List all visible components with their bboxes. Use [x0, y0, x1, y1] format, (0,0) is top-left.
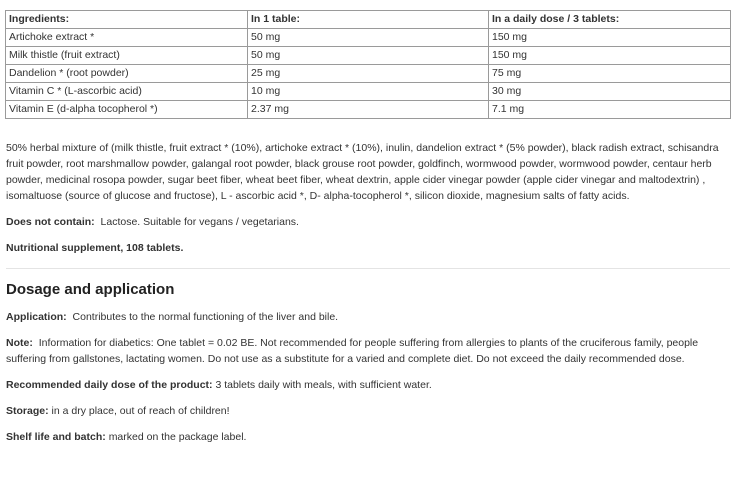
composition-text: 50% herbal mixture of (milk thistle, fruit extract * (10%), artichoke extract * (10%), inulin, dandelion extract * (5% powder), black radish extract, schisandra fruit powder, root marshmallow powder, galangal root powder, black grouse root powder, goldfinch, wormwood powder, wormwood powder, centaur herb powder, medicinal rosopa powder, sugar beet fiber, wheat beet fiber, wheat dextrin, apple cider vinegar powder (apple cider vinegar and maltodextrin) , isomaltuose (source of glucose and fructose), L - ascorbic acid *, D- alpha-tocopherol *, silicon dioxide, magnesium salts of fatty acids.	[6, 142, 719, 202]
table-row	[6, 83, 731, 101]
table-cell-ingredient: Vitamin C * (L-ascorbic acid)	[6, 83, 248, 101]
table-header-ingredients: Ingredients:	[6, 11, 248, 29]
table-header-per-tablet: In 1 table:	[248, 11, 489, 29]
table-cell-daily-dose: 75 mg	[489, 65, 731, 83]
dosage-section-title: Dosage and application	[6, 281, 175, 298]
application-label: Application:	[6, 311, 67, 323]
does-not-contain	[6, 214, 730, 230]
note-text: Information for diabetics: One tablet = 0.02 BE. Not recommended for people suffering from allergies to plants of the cruciferous family, people suffering from gallstones, lactating women. Do not use as a substitute for a varied and complete diet. Do not exceed the daily recommended dose.	[6, 337, 699, 365]
storage-text: in a dry place, out of reach of children!	[51, 405, 230, 417]
section-divider	[6, 268, 730, 269]
table-row	[6, 101, 731, 119]
table-cell-daily-dose: 7.1 mg	[489, 101, 731, 119]
storage-label: Storage:	[6, 405, 49, 417]
shelf-life-text: marked on the package label.	[108, 431, 247, 443]
table-header-daily-dose: In a daily dose / 3 tablets:	[489, 11, 731, 29]
does-not-contain-label: Does not contain:	[6, 216, 95, 228]
application-text: Contributes to the normal functioning of the liver and bile.	[72, 311, 339, 323]
ingredients-table	[5, 10, 731, 119]
storage-line	[6, 403, 730, 419]
table-cell-ingredient: Artichoke extract *	[6, 29, 248, 47]
table-cell-ingredient: Vitamin E (d-alpha tocopherol *)	[6, 101, 248, 119]
application-line	[6, 309, 730, 325]
table-row	[6, 47, 731, 65]
table-cell-per-tablet: 50 mg	[248, 47, 489, 65]
shelf-life-label: Shelf life and batch:	[6, 431, 106, 443]
table-cell-daily-dose: 150 mg	[489, 29, 731, 47]
does-not-contain-text: Lactose. Suitable for vegans / vegetarians.	[100, 216, 299, 228]
shelf-life-line	[6, 429, 730, 445]
table-cell-per-tablet: 2.37 mg	[248, 101, 489, 119]
table-row	[6, 65, 731, 83]
table-cell-per-tablet: 50 mg	[248, 29, 489, 47]
product-description	[6, 140, 730, 445]
table-cell-daily-dose: 30 mg	[489, 83, 731, 101]
note-line	[6, 335, 730, 367]
recommended-dose-label: Recommended daily dose of the product:	[6, 379, 213, 391]
table-cell-ingredient: Dandelion * (root powder)	[6, 65, 248, 83]
table-cell-daily-dose: 150 mg	[489, 47, 731, 65]
recommended-dose-text: 3 tablets daily with meals, with sufficient water.	[215, 379, 432, 391]
table-cell-ingredient: Milk thistle (fruit extract)	[6, 47, 248, 65]
table-cell-per-tablet: 10 mg	[248, 83, 489, 101]
note-label: Note:	[6, 337, 33, 349]
recommended-dose-line	[6, 377, 730, 393]
supplement-note: Nutritional supplement, 108 tablets.	[6, 242, 184, 254]
table-row	[6, 29, 731, 47]
table-cell-per-tablet: 25 mg	[248, 65, 489, 83]
table-header-row	[6, 11, 731, 29]
